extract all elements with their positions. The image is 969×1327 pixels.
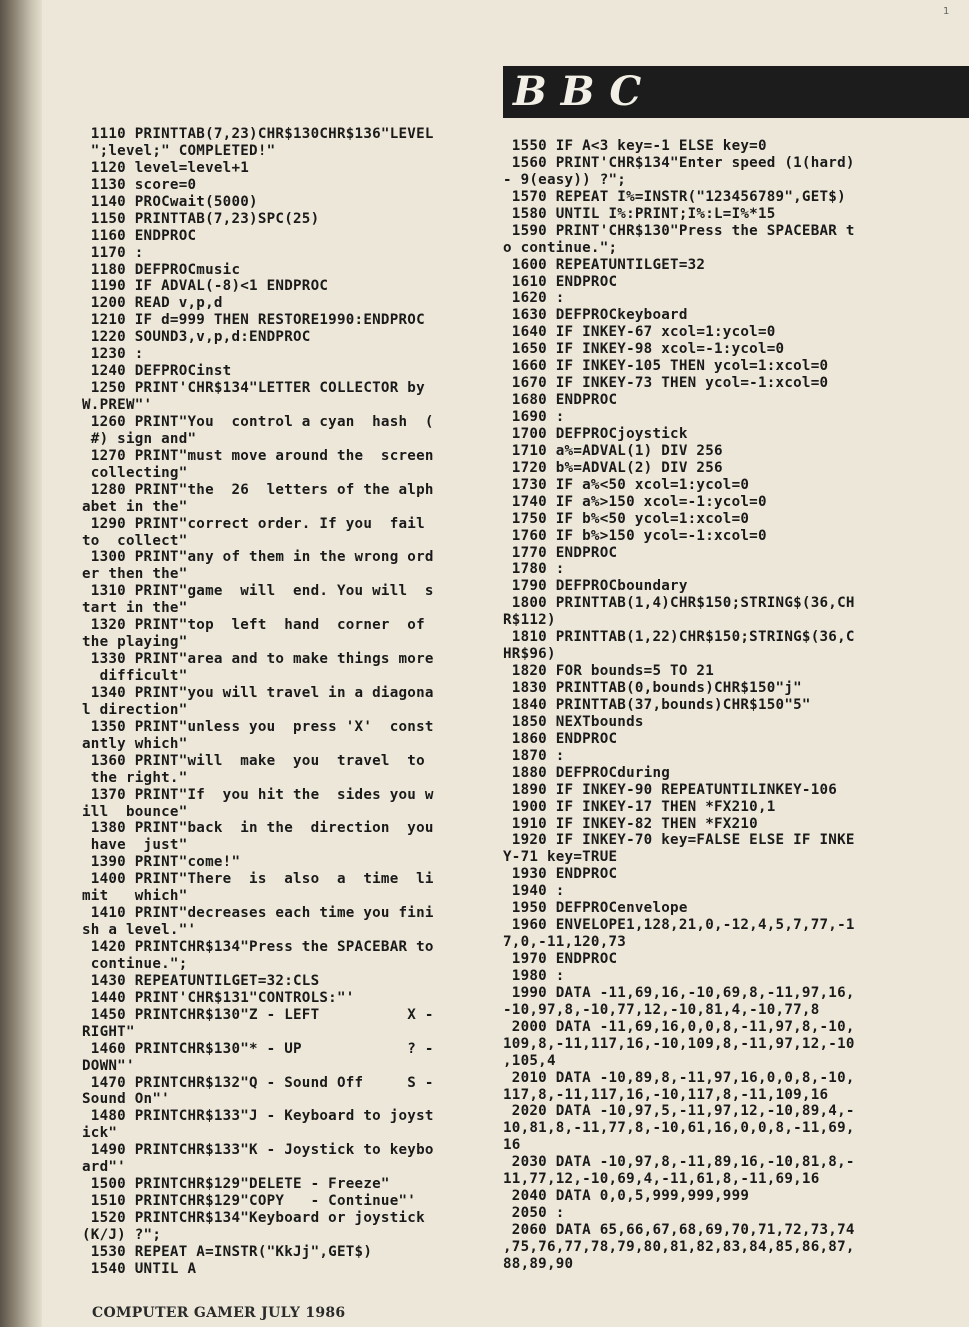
code-line: 1610 ENDPROC — [503, 273, 618, 290]
code-line: 1390 PRINT"come!" — [82, 854, 241, 871]
code-line: 88,89,90 — [503, 1255, 574, 1272]
code-line: 1210 IF d=999 THEN RESTORE1990:ENDPROC — [82, 312, 425, 329]
code-line: 1410 PRINT"decreases each time you fini — [82, 905, 434, 922]
code-line: 1750 IF b%<50 ycol=1:xcol=0 — [503, 510, 750, 527]
code-line: 1890 IF INKEY-90 REPEATUNTILINKEY-106 — [503, 781, 838, 798]
code-line: 1780 : — [503, 561, 565, 578]
code-line: 7,0,-11,120,73 — [503, 934, 627, 951]
code-line: ";level;" COMPLETED!" — [82, 142, 276, 159]
code-line: 1800 PRINTTAB(1,4)CHR$150;STRING$(36,CH — [503, 595, 855, 612]
code-line: 1110 PRINTTAB(7,23)CHR$130CHR$136"LEVEL — [82, 126, 434, 142]
code-line: 1220 SOUND3,v,p,d:ENDPROC — [82, 329, 311, 346]
code-line: 1720 b%=ADVAL(2) DIV 256 — [503, 459, 723, 476]
magazine-footer: COMPUTER GAMER JULY 1986 — [92, 1305, 346, 1321]
code-line: 1760 IF b%>150 ycol=-1:xcol=0 — [503, 527, 767, 544]
code-line: 1280 PRINT"the 26 letters of the alph — [82, 481, 434, 498]
code-line: 1700 DEFPROCjoystick — [503, 425, 688, 442]
code-line: difficult" — [82, 668, 188, 684]
code-line: 2050 : — [503, 1205, 565, 1222]
code-line: 1450 PRINTCHR$130"Z - LEFT X - — [82, 1006, 434, 1023]
code-line: 1970 ENDPROC — [503, 951, 618, 967]
code-line: 1840 PRINTTAB(37,bounds)CHR$150"5" — [503, 696, 811, 713]
code-line: 1170 : — [82, 244, 144, 261]
banner-title: BBC — [513, 68, 656, 115]
code-line: 1730 IF a%<50 xcol=1:ycol=0 — [503, 476, 750, 493]
code-line: 1430 REPEATUNTILGET=32:CLS — [82, 972, 320, 989]
code-line: 2000 DATA -11,69,16,0,0,8,-11,97,8,-10, — [503, 1018, 855, 1035]
listing-left-column — [82, 126, 492, 1278]
code-line: 1320 PRINT"top left hand corner of — [82, 617, 425, 634]
code-line: 1810 PRINTTAB(1,22)CHR$150;STRING$(36,C — [503, 629, 855, 646]
code-line: 1650 IF INKEY-98 xcol=-1:ycol=0 — [503, 341, 785, 358]
code-line: 1400 PRINT"There is also a time li — [82, 871, 434, 888]
code-line: 1380 PRINT"back in the direction you — [82, 820, 434, 837]
code-line: 16 — [503, 1137, 521, 1154]
code-line: 1120 level=level+1 — [82, 159, 250, 176]
code-line: 1160 ENDPROC — [82, 227, 197, 244]
code-line: 1980 : — [503, 967, 565, 984]
code-line: DOWN"' — [82, 1057, 135, 1074]
code-line: 2060 DATA 65,66,67,68,69,70,71,72,73,74 — [503, 1222, 855, 1238]
code-line: R$112) — [503, 612, 556, 629]
code-line: 1270 PRINT"must move around the screen — [82, 447, 434, 464]
code-line: 1180 DEFPROCmusic — [82, 261, 241, 278]
code-line: 1330 PRINT"area and to make things more — [82, 651, 434, 668]
code-line: the right." — [82, 769, 188, 786]
page-number: 1 — [943, 6, 950, 17]
code-line: RIGHT" — [82, 1023, 135, 1040]
code-line: 1740 IF a%>150 xcol=-1:ycol=0 — [503, 493, 767, 510]
code-line: 1950 DEFPROCenvelope — [503, 900, 688, 917]
code-line: 1630 DEFPROCkeyboard — [503, 307, 688, 324]
code-line: W.PREW"' — [82, 397, 153, 413]
code-line: 1930 ENDPROC — [503, 866, 618, 883]
code-line: 1300 PRINT"any of them in the wrong ord — [82, 549, 434, 566]
code-line: 1130 score=0 — [82, 176, 197, 193]
code-line: 1850 NEXTbounds — [503, 713, 644, 730]
code-line: Y-71 key=TRUE — [503, 849, 618, 866]
code-line: 1530 REPEAT A=INSTR("KkJj",GET$) — [82, 1243, 373, 1260]
code-line: 1550 IF A<3 key=-1 ELSE key=0 — [503, 138, 767, 154]
code-line: 1460 PRINTCHR$130"* - UP ? - — [82, 1040, 434, 1057]
code-line: 1150 PRINTTAB(7,23)SPC(25) — [82, 210, 320, 227]
code-line: 1860 ENDPROC — [503, 730, 618, 747]
page-binding-shadow — [0, 0, 42, 1327]
code-line: 1670 IF INKEY-73 THEN ycol=-1:xcol=0 — [503, 375, 829, 392]
code-line: er then the" — [82, 566, 188, 583]
code-line: 1590 PRINT'CHR$130"Press the SPACEBAR t — [503, 222, 855, 239]
code-line: 10,81,8,-11,77,8,-10,61,16,0,0,8,-11,69, — [503, 1120, 855, 1137]
code-line: 1830 PRINTTAB(0,bounds)CHR$150"j" — [503, 680, 802, 696]
code-line: ,105,4 — [503, 1052, 556, 1069]
code-line: 1440 PRINT'CHR$131"CONTROLS:"' — [82, 989, 355, 1006]
code-line: 1370 PRINT"If you hit the sides you w — [82, 786, 434, 803]
code-line: o continue."; — [503, 239, 618, 256]
code-line: 2010 DATA -10,89,8,-11,97,16,0,0,8,-10, — [503, 1069, 855, 1086]
code-line: 1940 : — [503, 883, 565, 900]
code-line: 1200 READ v,p,d — [82, 295, 223, 312]
section-banner — [503, 66, 969, 118]
code-line: antly which" — [82, 735, 188, 752]
code-line: 1960 ENVELOPE1,128,21,0,-12,4,5,7,77,-1 — [503, 917, 855, 934]
code-line: 1250 PRINT'CHR$134"LETTER COLLECTOR by — [82, 380, 425, 397]
code-line: 109,8,-11,117,16,-10,109,8,-11,97,12,-10 — [503, 1035, 855, 1052]
code-line: 1340 PRINT"you will travel in a diagona — [82, 684, 434, 701]
code-line: 1190 IF ADVAL(-8)<1 ENDPROC — [82, 278, 329, 295]
code-line: 1640 IF INKEY-67 xcol=1:ycol=0 — [503, 324, 776, 341]
code-line: 1900 IF INKEY-17 THEN *FX210,1 — [503, 798, 776, 815]
code-line: 1560 PRINT'CHR$134"Enter speed (1(hard) — [503, 154, 855, 171]
code-line: 1910 IF INKEY-82 THEN *FX210 — [503, 815, 758, 832]
code-line: 1870 : — [503, 747, 565, 764]
code-line: 1500 PRINTCHR$129"DELETE - Freeze" — [82, 1176, 390, 1193]
code-line: 1620 : — [503, 290, 565, 307]
code-line: 1770 ENDPROC — [503, 544, 618, 561]
code-line: 1260 PRINT"You control a cyan hash ( — [82, 413, 434, 430]
code-line: Sound On"' — [82, 1091, 170, 1108]
code-line: ill bounce" — [82, 803, 188, 820]
code-line: 1230 : — [82, 346, 144, 363]
code-line: 1660 IF INKEY-105 THEN ycol=1:xcol=0 — [503, 358, 829, 375]
code-line: sh a level."' — [82, 922, 197, 939]
code-line: 1510 PRINTCHR$129"COPY - Continue"' — [82, 1193, 417, 1210]
code-line: l direction" — [82, 701, 188, 718]
code-line: ,75,76,77,78,79,80,81,82,83,84,85,86,87, — [503, 1238, 855, 1255]
code-line: 1350 PRINT"unless you press 'X' const — [82, 718, 434, 735]
code-line: 2040 DATA 0,0,5,999,999,999 — [503, 1188, 750, 1205]
code-line: 1570 REPEAT I%=INSTR("123456789",GET$) — [503, 188, 846, 205]
code-line: 1310 PRINT"game will end. You will s — [82, 583, 434, 600]
code-line: - 9(easy)) ?"; — [503, 171, 627, 188]
code-line: 1710 a%=ADVAL(1) DIV 256 — [503, 442, 723, 459]
code-line: ard"' — [82, 1159, 126, 1176]
code-line: -10,97,8,-10,77,12,-10,81,4,-10,77,8 — [503, 1001, 820, 1018]
code-line: 1140 PROCwait(5000) — [82, 193, 258, 210]
code-line: 117,8,-11,117,16,-10,117,8,-11,109,16 — [503, 1086, 829, 1103]
code-line: have just" — [82, 837, 188, 854]
code-line: 1600 REPEATUNTILGET=32 — [503, 256, 706, 273]
code-line: mit which" — [82, 888, 188, 905]
code-line: HR$96) — [503, 646, 556, 663]
code-line: 1820 FOR bounds=5 TO 21 — [503, 663, 714, 680]
code-line: 1360 PRINT"will make you travel to — [82, 752, 425, 769]
code-line: 1420 PRINTCHR$134"Press the SPACEBAR to — [82, 939, 434, 955]
code-line: (K/J) ?"; — [82, 1226, 162, 1243]
code-line: 1240 DEFPROCinst — [82, 363, 232, 380]
code-line: 1480 PRINTCHR$133"J - Keyboard to joyst — [82, 1108, 434, 1125]
code-line: 1880 DEFPROCduring — [503, 764, 671, 781]
code-line: 1520 PRINTCHR$134"Keyboard or joystick — [82, 1210, 425, 1226]
code-line: 1470 PRINTCHR$132"Q - Sound Off S - — [82, 1074, 434, 1091]
code-line: abet in the" — [82, 498, 188, 515]
code-line: 11,77,12,-10,69,4,-11,61,8,-11,69,16 — [503, 1171, 820, 1188]
code-line: 1490 PRINTCHR$133"K - Joystick to keybo — [82, 1142, 434, 1159]
listing-right-column — [503, 138, 943, 1273]
code-line: 1290 PRINT"correct order. If you fail — [82, 515, 425, 532]
code-line: continue."; — [82, 955, 188, 972]
code-line: 1990 DATA -11,69,16,-10,69,8,-11,97,16, — [503, 984, 855, 1001]
code-line: #) sign and" — [82, 430, 197, 447]
code-line: 1790 DEFPROCboundary — [503, 578, 688, 595]
code-line: 1540 UNTIL A — [82, 1260, 197, 1277]
code-line: tart in the" — [82, 600, 188, 617]
code-line: ick" — [82, 1125, 118, 1142]
code-line: 1680 ENDPROC — [503, 392, 618, 409]
code-line: 2020 DATA -10,97,5,-11,97,12,-10,89,4,- — [503, 1103, 855, 1120]
code-line: 1920 IF INKEY-70 key=FALSE ELSE IF INKE — [503, 832, 855, 849]
code-line: 1580 UNTIL I%:PRINT;I%:L=I%*15 — [503, 205, 776, 222]
code-line: to collect" — [82, 532, 188, 549]
code-line: 1690 : — [503, 409, 565, 425]
code-line: the playing" — [82, 634, 188, 651]
code-line: 2030 DATA -10,97,8,-11,89,16,-10,81,8,- — [503, 1154, 855, 1171]
code-line: collecting" — [82, 464, 188, 481]
